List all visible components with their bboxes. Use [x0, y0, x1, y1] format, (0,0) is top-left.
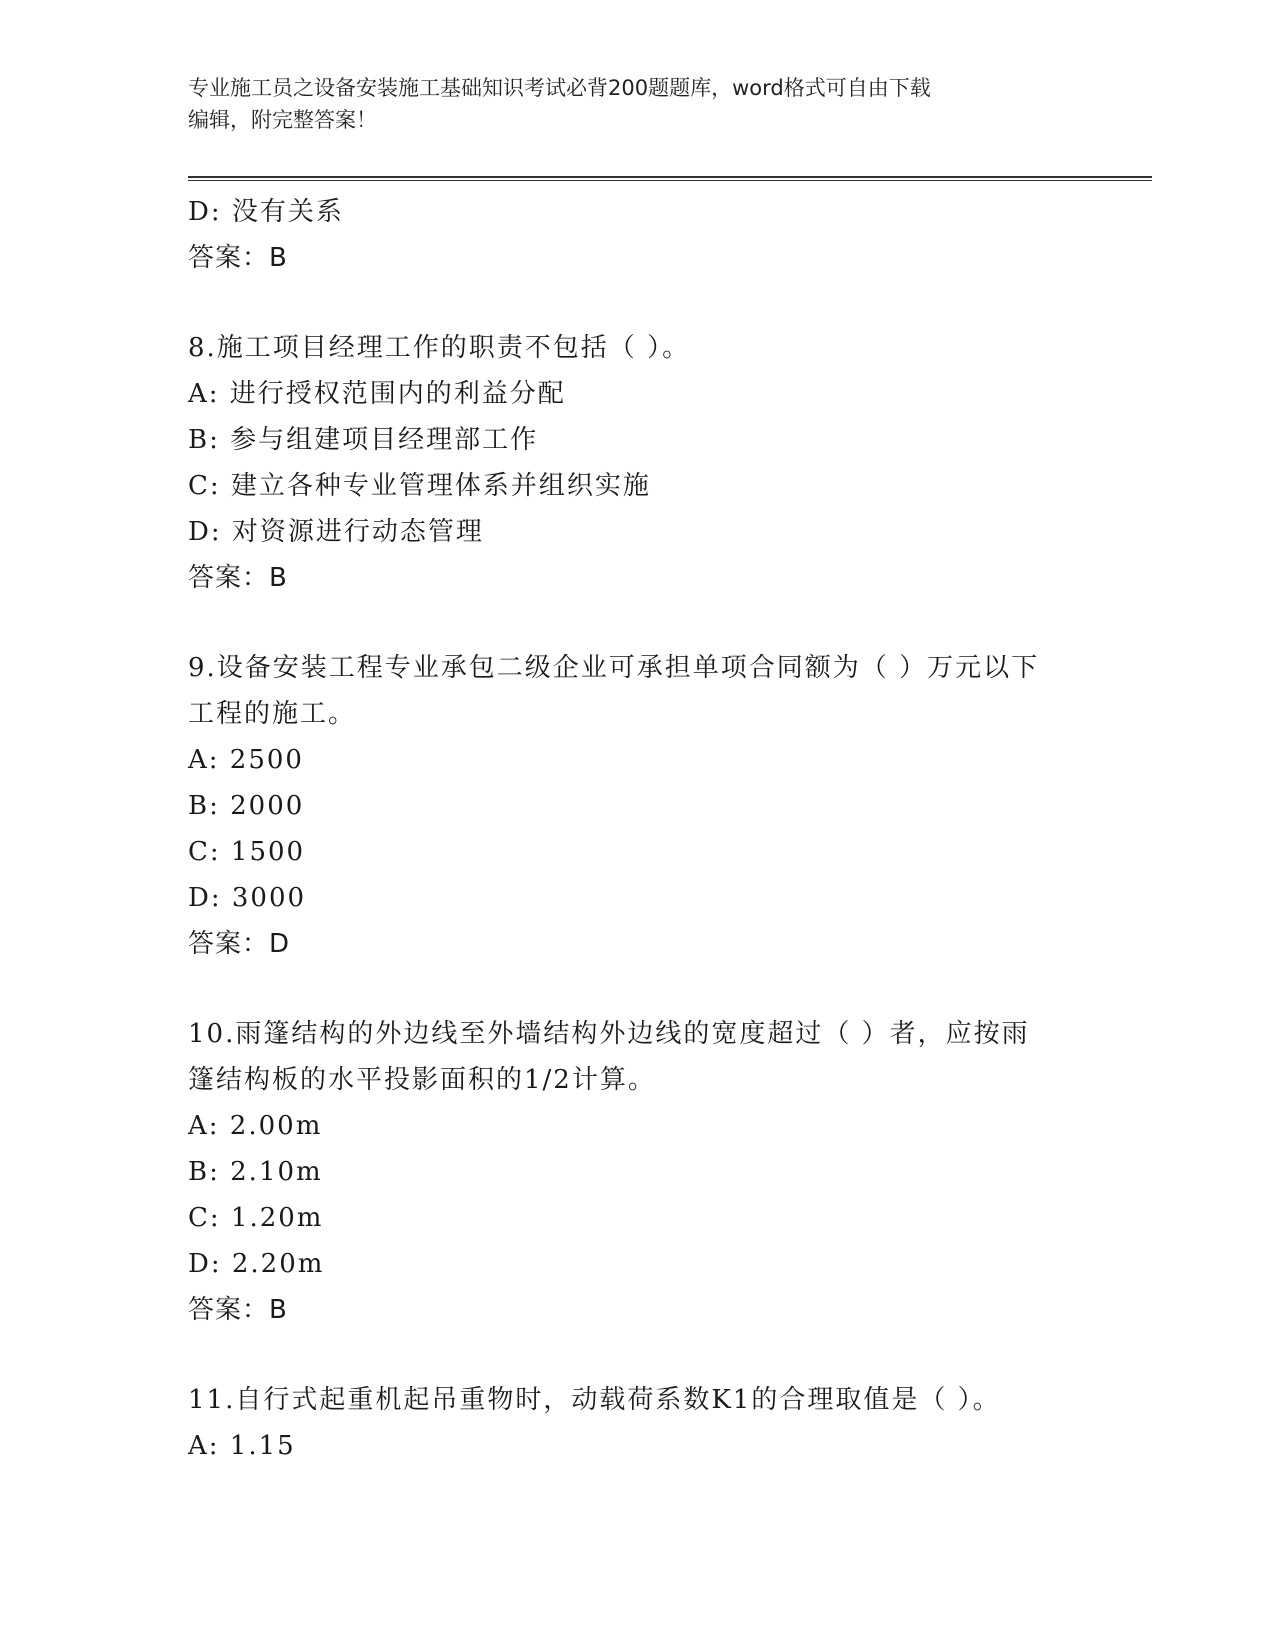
header-title-line-2: 编辑，附完整答案！: [188, 108, 377, 132]
option-a: A: 2500: [188, 745, 304, 775]
question-text-line-2: 篷结构板的水平投影面积的1/2计算。: [188, 1065, 656, 1095]
answer-line: 答案：D: [188, 929, 291, 959]
option-c: C: 1500: [188, 837, 306, 867]
option-d: D: 对资源进行动态管理: [188, 517, 484, 547]
option-c: C: 1.20m: [188, 1203, 324, 1233]
question-9: [188, 645, 1088, 967]
answer-line: 答案：B: [188, 243, 288, 273]
header-divider: [188, 176, 1152, 181]
spacer: [188, 967, 1088, 1011]
question-11: [188, 1377, 1088, 1469]
spacer: [188, 281, 1088, 325]
option-b: B: 参与组建项目经理部工作: [188, 425, 539, 455]
option-a: A: 2.00m: [188, 1111, 323, 1141]
question-list: [188, 189, 1088, 1469]
option-b: B: 2000: [188, 791, 305, 821]
question-text: 11.自行式起重机起吊重物时，动载荷系数K1的合理取值是（ ）。: [188, 1385, 1001, 1415]
option-a: A: 1.15: [188, 1431, 296, 1461]
question-8: [188, 325, 1088, 601]
page-header: [188, 72, 1088, 136]
question-text-line-1: 9.设备安装工程专业承包二级企业可承担单项合同额为（ ）万元以下: [188, 653, 1040, 683]
option-a: A: 进行授权范围内的利益分配: [188, 379, 566, 409]
option-b: B: 2.10m: [188, 1157, 323, 1187]
option-d: D: 3000: [188, 883, 307, 913]
option-d: D: 2.20m: [188, 1249, 325, 1279]
option-c: C: 建立各种专业管理体系并组织实施: [188, 471, 651, 501]
spacer: [188, 601, 1088, 645]
header-title-line-1: 专业施工员之设备安装施工基础知识考试必背200题题库，word格式可自由下载: [188, 76, 931, 100]
answer-line: 答案：B: [188, 1295, 288, 1325]
question-text-line-1: 10.雨篷结构的外边线至外墙结构外边线的宽度超过（ ）者，应按雨: [188, 1019, 1030, 1049]
question-text: 8.施工项目经理工作的职责不包括（ ）。: [188, 333, 691, 363]
question-text-line-2: 工程的施工。: [188, 699, 357, 729]
question-10: [188, 1011, 1088, 1333]
answer-line: 答案：B: [188, 563, 288, 593]
spacer: [188, 1333, 1088, 1377]
option-d: D: 没有关系: [188, 197, 344, 227]
